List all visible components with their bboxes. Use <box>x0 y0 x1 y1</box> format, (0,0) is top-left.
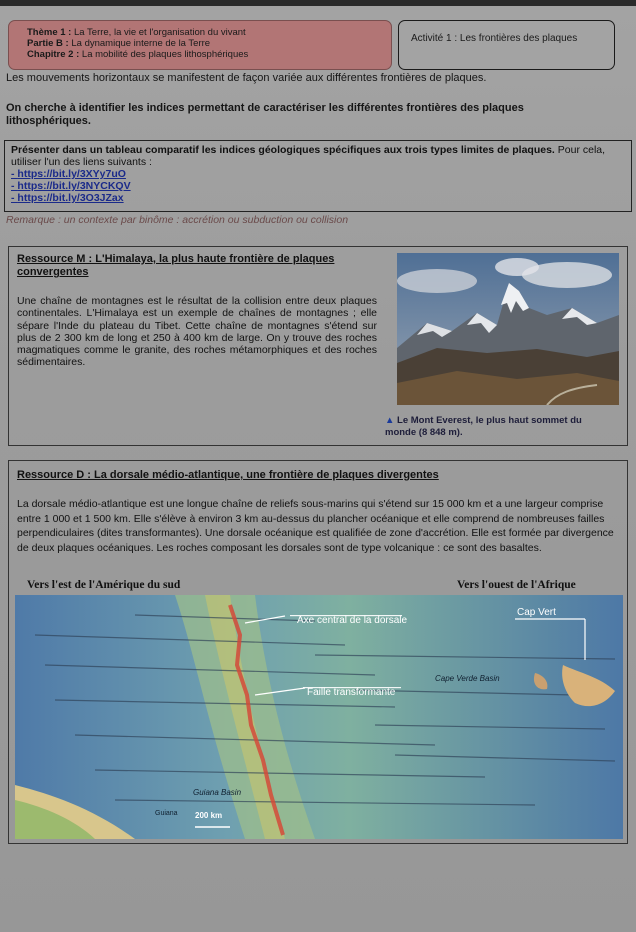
part-line: Partie B : La dynamique interne de la Terre <box>27 38 211 49</box>
resource-d-text: La dorsale médio-atlantique est une longue chaîne de reliefs sous-marins qui s'étend sur 15 000 km et a une largeur comprise entre 1 000 et 1 500 km. Elle s'élève à environ 3 km au-dessus du plancher océanique et elle comprend de nombreuses failles perpendiculaires (dites transformantes). Une dorsale océanique est qualifiée de zone d'accrétion. Elle est formée par divergence de deux plaques océaniques. Les roches composant les dorsales sont de type volcanique : ce sont des basaltes. <box>17 498 614 554</box>
task-lead: Présenter dans un tableau comparatif les indices géologiques spécifiques aux trois types limites de plaques. <box>11 144 555 156</box>
ridge-map <box>15 595 623 839</box>
map-guiana-label: Guiana <box>155 810 178 817</box>
map-fault-label: Faille transformante <box>307 687 396 698</box>
question-text: On cherche à identifier les indices permettant de caractériser les différentes frontières des plaques lithosphériques. <box>6 102 524 127</box>
atlantic-ridge-map <box>15 595 623 839</box>
map-left-label: Vers l'est de l'Amérique du sud <box>27 579 181 591</box>
map-scale-label: 200 km <box>195 811 223 820</box>
intro-text: Les mouvements horizontaux se manifestent de façon variée aux différentes frontières de plaques. <box>6 72 487 84</box>
map-capebasin-label: Cape Verde Basin <box>435 674 500 683</box>
map-guianabasin-label: Guiana Basin <box>193 788 242 797</box>
link-3[interactable]: - https://bit.ly/3O3JZax <box>11 192 124 204</box>
resource-d-box <box>8 460 628 844</box>
remark-text: Remarque : un contexte par binôme : accrétion ou subduction ou collision <box>6 214 349 226</box>
resource-m-box <box>8 246 628 446</box>
chapter-line: Chapitre 2 : La mobilité des plaques lithosphériques <box>27 49 249 60</box>
resource-m-title: Ressource M : L'Himalaya, la plus haute frontière de plaques convergentes <box>17 253 335 278</box>
task-box <box>4 140 632 212</box>
caption-triangle-icon: ▲ <box>385 415 395 426</box>
task-rest: Pour cela, utiliser l'un des liens suivants : <box>11 144 606 168</box>
theme-box <box>8 20 392 70</box>
activity-title: Activité 1 : Les frontières des plaques <box>411 33 578 44</box>
everest-photo <box>397 253 619 405</box>
resource-d-title: Ressource D : La dorsale médio-atlantique, une frontière de plaques divergentes <box>17 469 439 481</box>
map-capvert-label: Cap Vert <box>517 607 556 618</box>
mountain-image <box>397 253 619 405</box>
map-right-label: Vers l'ouest de l'Afrique <box>457 579 576 591</box>
activity-box <box>398 20 615 70</box>
link-2[interactable]: - https://bit.ly/3NYCKQV <box>11 180 131 192</box>
link-1[interactable]: - https://bit.ly/3XYy7uO <box>11 168 126 180</box>
photo-caption: ▲ Le Mont Everest, le plus haut sommet du monde (8 848 m). <box>385 415 582 438</box>
theme-line: Thème 1 : La Terre, la vie et l'organisation du vivant <box>27 27 246 38</box>
resource-m-text: Une chaîne de montagnes est le résultat de la collision entre deux plaques continentales. L'Himalaya est un exemple de chaînes de montagnes ; elle sépare l'Inde du plateau du Tibet. Cette chaîne de montagnes s'étend sur plus de 2 300 km de long et 250 à 400 km de large. On y trouve des roches magmatiques comme le granite, des roches métamorphiques et des roches sédimentaires. <box>17 295 377 369</box>
map-axis-label: Axe central de la dorsale <box>297 615 408 626</box>
link-list <box>11 168 626 204</box>
